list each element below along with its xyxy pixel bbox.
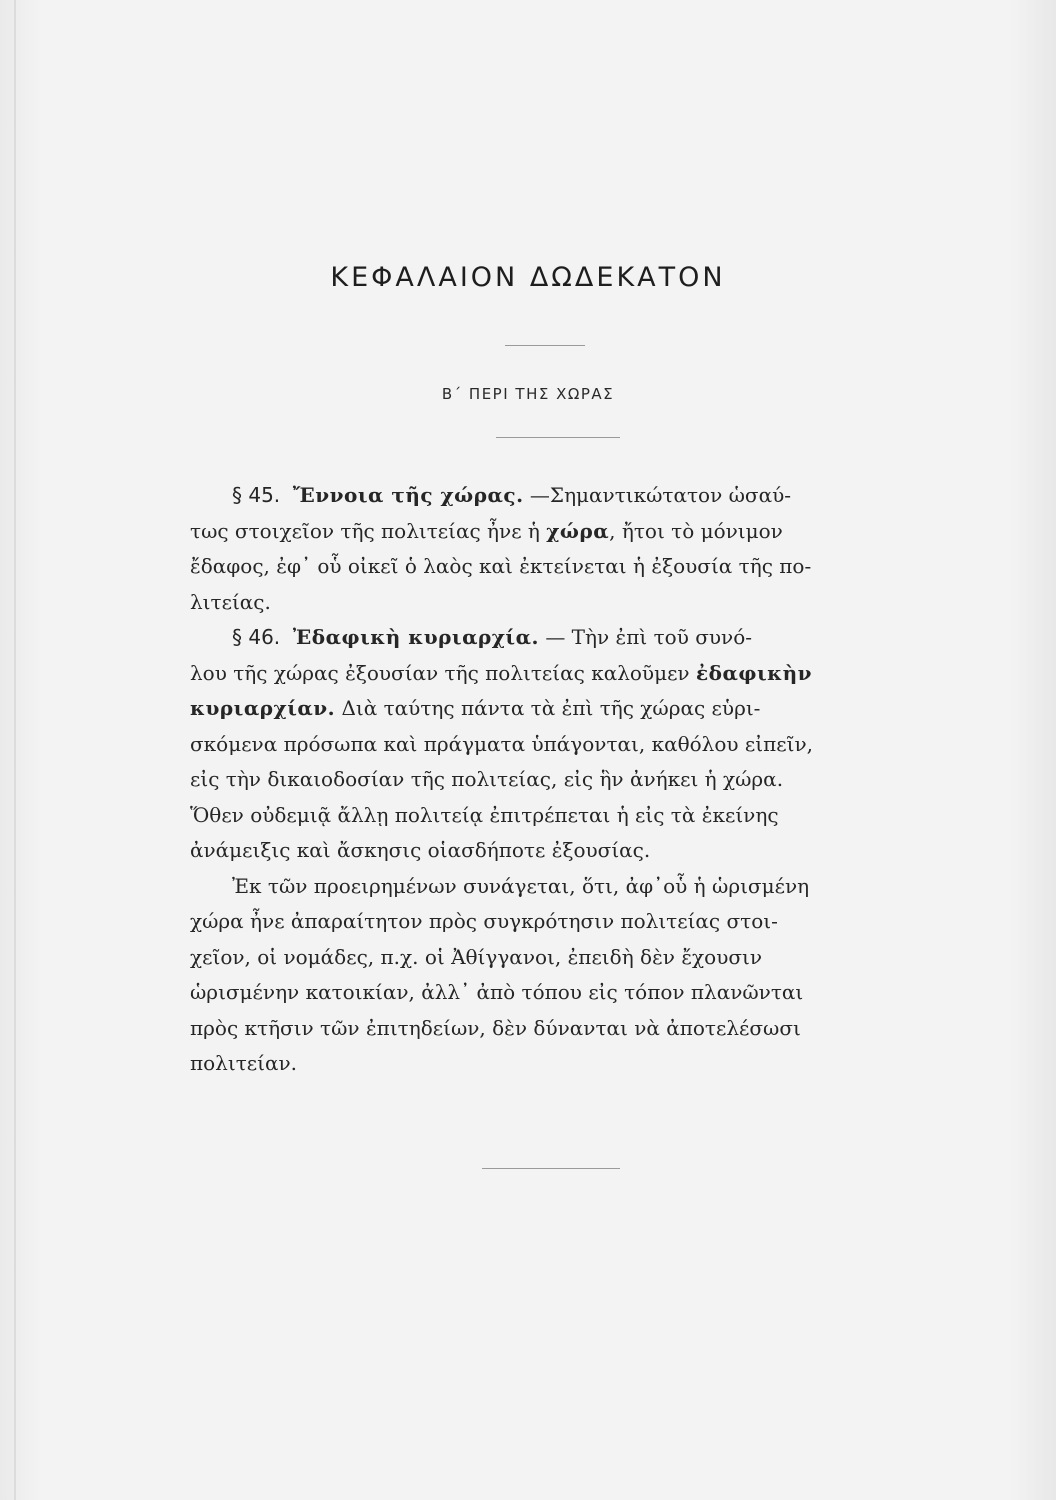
paragraph-46-line [190, 620, 910, 656]
paragraph-46-line [190, 691, 910, 727]
emphasis-term: ἐδαφικὴν [695, 660, 813, 685]
section-number: § 45. [232, 483, 281, 507]
text-run: —Σημαντικώτατον ὡσαύ- [529, 483, 791, 507]
paragraph-45-line: λιτείας. [190, 589, 271, 614]
section-heading-inline: Ἔννοια τῆς χώρας. [292, 483, 524, 507]
paragraph-46-line: εἰς τὴν δικαιοδοσίαν τῆς πολιτείας, εἰς ἣν ἀνήκει ἡ χώρα. [190, 767, 784, 791]
text-run: , ἤτοι τὸ μόνιμον [609, 518, 783, 543]
paragraph-final-line: Ἐκ τῶν προειρημένων συνάγεται, ὅτι, ἀφ᾽οὗ ἡ ὡρισμένη [232, 873, 810, 898]
section-number: § 46. [232, 625, 281, 649]
divider-rule [505, 345, 585, 346]
paragraph-final-line: χώρα ἦνε ἀπαραίτητον πρὸς συγκρότησιν πολιτείας στοι- [190, 909, 778, 933]
text-run: Διὰ ταύτης πάντα τὰ ἐπὶ τῆς χώρας εὑρι- [335, 696, 761, 720]
paragraph-45-line: ἔδαφος, ἐφ᾽ οὗ οἰκεῖ ὁ λαὸς καὶ ἐκτείνεται ἡ ἐξουσία τῆς πο- [190, 554, 812, 578]
body-text [190, 478, 910, 1082]
paragraph-final-line: ὡρισμένην κατοικίαν, ἀλλ᾽ ἀπὸ τόπου εἰς τόπον πλανῶνται [190, 980, 804, 1004]
paragraph-45-line [190, 478, 910, 514]
text-run: — Τὴν ἐπὶ τοῦ συνό- [545, 625, 752, 649]
page-edge-shadow [14, 0, 16, 1500]
section-heading-inline: Ἐδαφικὴ κυριαρχία. [292, 625, 539, 649]
section-heading: Β΄ ΠΕΡΙ ΤΗΣ ΧΩΡΑΣ [441, 385, 615, 403]
paragraph-46-line: σκόμενα πρόσωπα καὶ πράγματα ὑπάγονται, καθόλου εἰπεῖν, [190, 731, 813, 756]
emphasis-term: χώρα [546, 518, 610, 543]
chapter-title: ΚΕΦΑΛΑΙΟΝ ΔΩΔΕΚΑΤΟΝ [330, 262, 726, 293]
paragraph-46-line: Ὅθεν οὐδεμιᾷ ἄλλῃ πολιτείᾳ ἐπιτρέπεται ἡ εἰς τὰ ἐκείνης [190, 802, 779, 827]
text-run: λου τῆς χώρας ἐξουσίαν τῆς πολιτείας καλοῦμεν [190, 660, 696, 685]
divider-rule [482, 1168, 620, 1169]
emphasis-term: κυριαρχίαν. [190, 696, 336, 720]
paragraph-final-line: πολιτείαν. [190, 1051, 297, 1075]
paragraph-final-line: χεῖον, οἱ νομάδες, π.χ. οἱ Ἀθίγγανοι, ἐπειδὴ δὲν ἔχουσιν [190, 944, 763, 969]
divider-rule [496, 437, 620, 438]
paragraph-45-line [190, 514, 910, 550]
paragraph-46-line [190, 656, 910, 692]
text-run: τως στοιχεῖον τῆς πολιτείας ἦνε ἡ [190, 518, 547, 543]
paragraph-46-line: ἀνάμειξις καὶ ἄσκησις οἱασδήποτε ἐξουσίας. [190, 838, 651, 862]
paragraph-final-line: πρὸς κτῆσιν τῶν ἐπιτηδείων, δὲν δύνανται νὰ ἀποτελέσωσι [190, 1015, 801, 1040]
